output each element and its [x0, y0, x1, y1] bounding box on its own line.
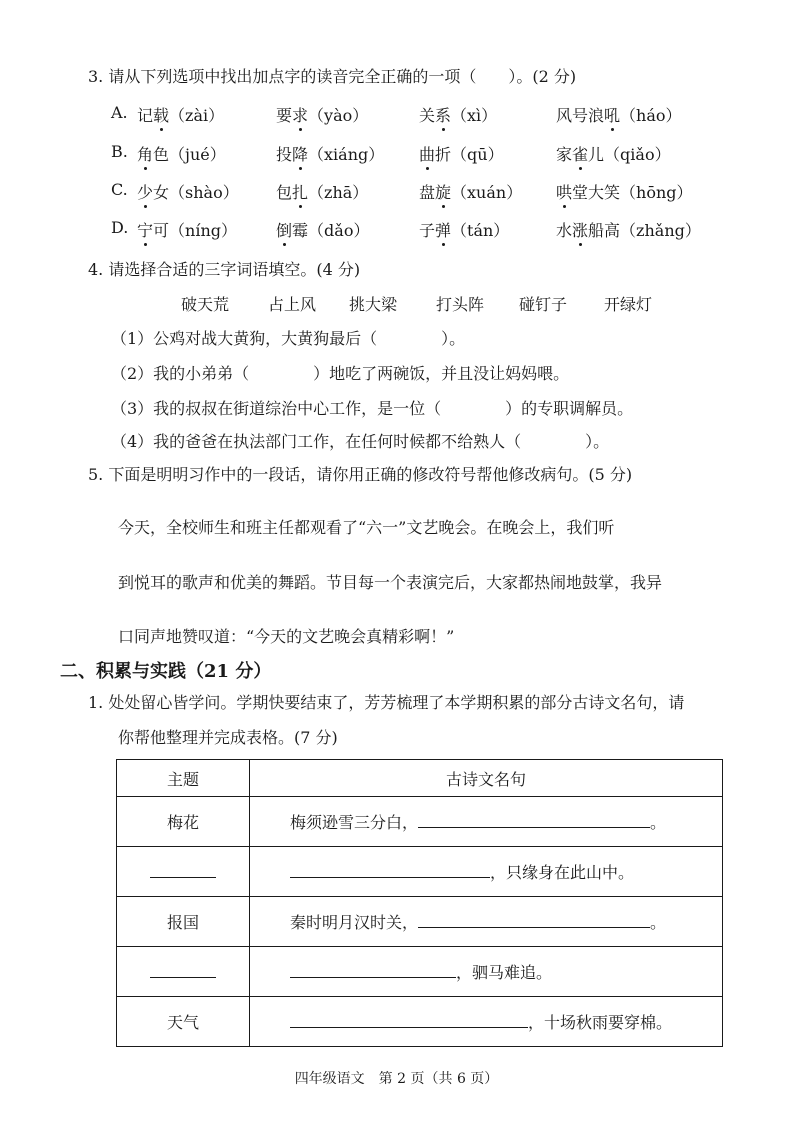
- pinyin: （zhǎng）: [620, 221, 701, 240]
- row-verse: [250, 997, 723, 1047]
- pinyin: （zài）: [169, 106, 225, 125]
- pinyin: （yào）: [308, 106, 369, 125]
- dotted-character: 求: [292, 106, 309, 125]
- word-prefix: 风号浪: [556, 106, 605, 125]
- dotted-character: 涨: [572, 221, 589, 240]
- verse-text-after: 。: [650, 913, 667, 932]
- option-word: [137, 142, 226, 165]
- option-word: [556, 218, 701, 241]
- pinyin: （xuán）: [451, 183, 523, 202]
- dotted-character: 吼: [604, 106, 621, 125]
- option-letter: C.: [111, 180, 128, 199]
- theme-blank[interactable]: [150, 961, 216, 978]
- word-option: 挑大梁: [349, 295, 398, 314]
- dotted-character: 角: [137, 145, 154, 164]
- word-option: 占上风: [268, 295, 317, 314]
- verse-text-after: ，只缘身在此山中。: [490, 863, 635, 882]
- word-suffix: 儿: [588, 145, 605, 164]
- header-verse: 古诗文名句: [250, 760, 723, 797]
- theme-label: 天气: [166, 1013, 199, 1032]
- row-verse: [250, 947, 723, 997]
- q5-stem: 5. 下面是明明习作中的一段话，请你用正确的修改符号帮他修改病句。(5 分): [88, 465, 633, 484]
- row-verse: [250, 897, 723, 947]
- word-prefix: 家: [556, 145, 573, 164]
- option-word: [419, 103, 497, 126]
- pinyin: （dǎo）: [308, 221, 370, 240]
- option-word: [276, 142, 384, 165]
- section-2-title: 二、积累与实践（21 分）: [60, 661, 272, 682]
- fill-in-item: （3）我的叔叔在街道综治中心工作，是一位（ ）的专职调解员。: [111, 399, 634, 418]
- dotted-character: 降: [292, 145, 309, 164]
- q5-passage-line-2: 到悦耳的歌声和优美的舞蹈。节目每一个表演完后，大家都热闹地鼓掌，我异: [118, 573, 663, 592]
- row-theme: [117, 947, 250, 997]
- theme-label: 梅花: [166, 813, 199, 832]
- word-option: 打头阵: [436, 295, 485, 314]
- pinyin: （háo）: [620, 106, 682, 125]
- row-theme: [117, 997, 250, 1047]
- dotted-character: 弹: [435, 221, 452, 240]
- option-word: [419, 180, 522, 203]
- fill-in-item: （1）公鸡对战大黄狗，大黄狗最后（ ）。: [111, 329, 466, 348]
- verse-blank[interactable]: [418, 811, 650, 828]
- option-letter: D.: [111, 218, 129, 237]
- dotted-character: 倒: [276, 221, 293, 240]
- row-theme: [117, 797, 250, 847]
- pinyin: （zhā）: [308, 183, 369, 202]
- dotted-character: 载: [153, 106, 170, 125]
- word-option: 碰钉子: [519, 295, 568, 314]
- q5-passage-line-1: 今天，全校师生和班主任都观看了“六一”文艺晚会。在晚会上，我们听: [118, 518, 615, 537]
- s2-q1-line-2: 你帮他整理并完成表格。(7 分): [118, 728, 338, 747]
- dotted-character: 系: [435, 106, 452, 125]
- pinyin: （qiǎo）: [604, 145, 671, 164]
- poem-row: [117, 897, 723, 947]
- poem-table: [116, 759, 723, 1047]
- theme-blank[interactable]: [150, 861, 216, 878]
- pinyin: （qū）: [451, 145, 504, 164]
- word-prefix: 水: [556, 221, 573, 240]
- poem-table-header: [117, 760, 723, 797]
- q5-passage-line-3: 口同声地赞叹道：“今天的文艺晚会真精彩啊！”: [118, 627, 455, 646]
- option-word: [137, 103, 224, 126]
- word-suffix: 船高: [588, 221, 621, 240]
- option-word: [276, 103, 368, 126]
- header-theme: 主题: [117, 760, 250, 797]
- option-word: [556, 103, 682, 126]
- option-word: [556, 142, 671, 165]
- verse-text-after: ，十场秋雨要穿棉。: [528, 1013, 673, 1032]
- word-prefix: 盘: [419, 183, 436, 202]
- dotted-character: 哄: [556, 183, 573, 202]
- option-word: [137, 180, 239, 203]
- s2-q1-line-1: 1. 处处留心皆学问。学期快要结束了，芳芳梳理了本学期积累的部分古诗文名句，请: [88, 693, 685, 712]
- option-word: [419, 218, 509, 241]
- word-suffix: 可: [153, 221, 170, 240]
- word-prefix: 关: [419, 106, 436, 125]
- word-prefix: 要: [276, 106, 293, 125]
- word-option: 开绿灯: [604, 295, 653, 314]
- page-footer: 四年级语文 第 2 页（共 6 页）: [294, 1071, 499, 1087]
- fill-in-item: （4）我的爸爸在执法部门工作，在任何时候都不给熟人（ ）。: [111, 432, 610, 451]
- poem-row: [117, 947, 723, 997]
- dotted-character: 扎: [292, 183, 309, 202]
- row-theme: [117, 847, 250, 897]
- dotted-character: 曲: [419, 145, 436, 164]
- verse-blank[interactable]: [290, 1011, 528, 1028]
- verse-text-after: 。: [650, 813, 667, 832]
- verse-blank[interactable]: [290, 861, 490, 878]
- option-word: [276, 180, 368, 203]
- option-letter: A.: [111, 103, 128, 122]
- pinyin: （hōng）: [620, 183, 693, 202]
- verse-text-before: 秦时明月汉时关，: [290, 913, 419, 932]
- verse-blank[interactable]: [290, 961, 456, 978]
- word-suffix: 女: [153, 183, 170, 202]
- dotted-character: 少: [137, 183, 154, 202]
- pinyin: （xì）: [451, 106, 498, 125]
- row-verse: [250, 847, 723, 897]
- verse-blank[interactable]: [418, 911, 650, 928]
- word-option: 破天荒: [181, 295, 230, 314]
- dotted-character: 宁: [137, 221, 154, 240]
- theme-label: 报国: [166, 913, 199, 932]
- poem-row: [117, 997, 723, 1047]
- option-word: [556, 180, 693, 203]
- word-suffix: 堂大笑: [572, 183, 621, 202]
- pinyin: （jué）: [169, 145, 226, 164]
- verse-text-before: 梅须逊雪三分白，: [290, 813, 419, 832]
- pinyin: （níng）: [169, 221, 238, 240]
- poem-row: [117, 797, 723, 847]
- pinyin: （tán）: [451, 221, 510, 240]
- verse-text-after: ，驷马难追。: [456, 963, 553, 982]
- word-suffix: 色: [153, 145, 170, 164]
- word-suffix: 折: [435, 145, 452, 164]
- option-word: [419, 142, 504, 165]
- dotted-character: 雀: [572, 145, 589, 164]
- word-suffix: 霉: [292, 221, 309, 240]
- poem-row: [117, 847, 723, 897]
- word-prefix: 包: [276, 183, 293, 202]
- option-word: [276, 218, 369, 241]
- q4-stem: 4. 请选择合适的三字词语填空。(4 分): [88, 260, 361, 279]
- row-theme: [117, 897, 250, 947]
- pinyin: （xiáng）: [308, 145, 385, 164]
- q3-stem: 3. 请从下列选项中找出加点字的读音完全正确的一项（ ）。(2 分): [88, 67, 577, 86]
- word-prefix: 投: [276, 145, 293, 164]
- dotted-character: 旋: [435, 183, 452, 202]
- pinyin: （shào）: [169, 183, 239, 202]
- option-word: [137, 218, 237, 241]
- row-verse: [250, 797, 723, 847]
- word-prefix: 子: [419, 221, 436, 240]
- word-prefix: 记: [137, 106, 154, 125]
- fill-in-item: （2）我的小弟弟（ ）地吃了两碗饭，并且没让妈妈喂。: [111, 364, 570, 383]
- option-letter: B.: [111, 142, 128, 161]
